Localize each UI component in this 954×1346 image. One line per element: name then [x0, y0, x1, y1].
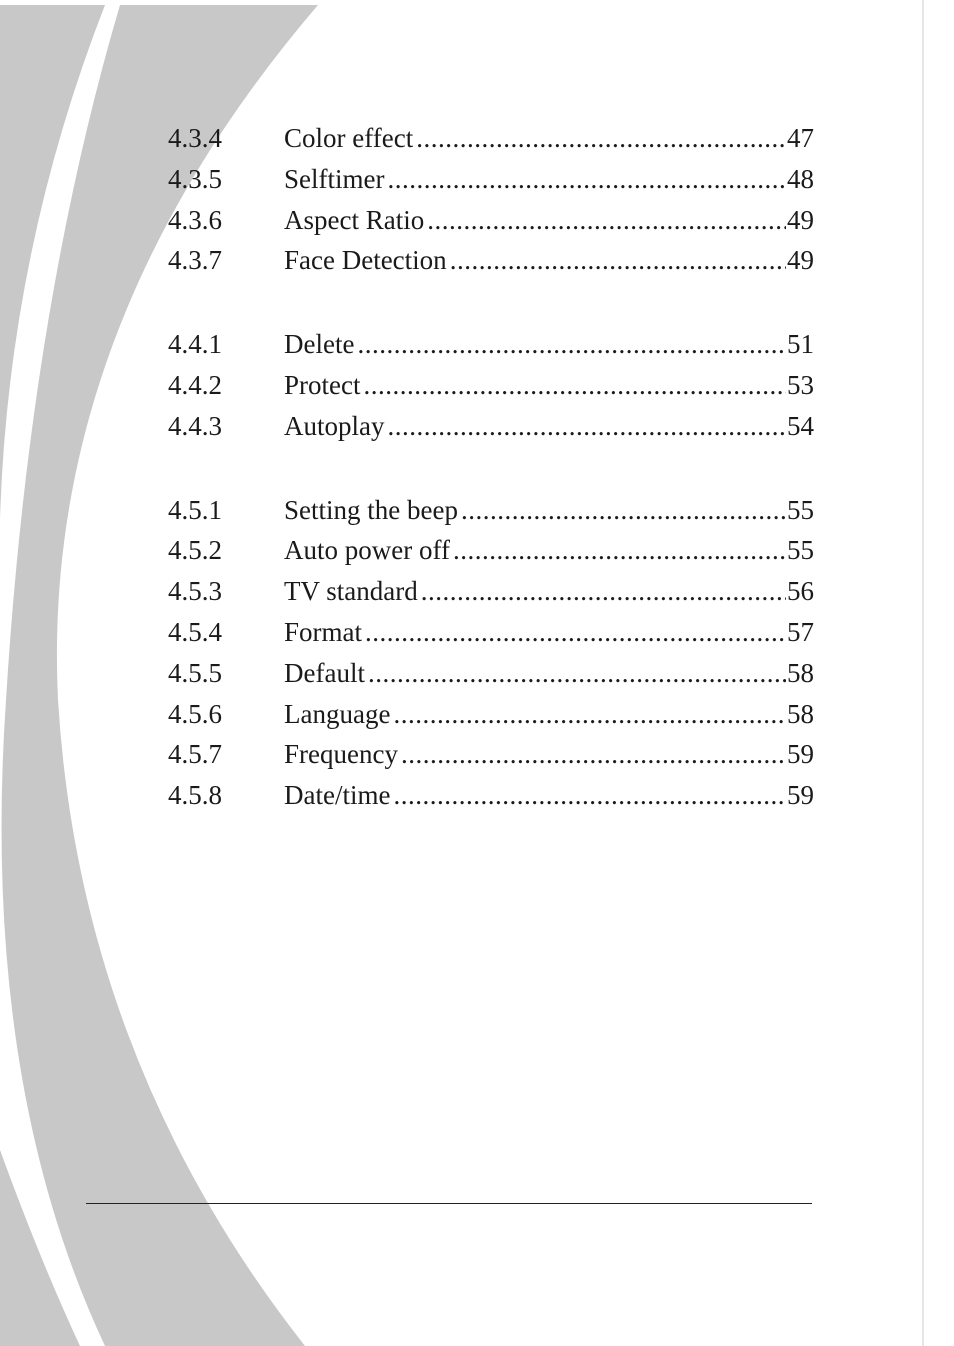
toc-section-title: Aspect Ratio: [284, 204, 425, 235]
page-right-edge: [922, 0, 924, 1346]
toc-dot-leader: [450, 240, 786, 281]
toc-section-title: Selftimer: [284, 163, 385, 194]
toc-section-number: 4.3.7: [168, 245, 222, 276]
toc-section-title: Format: [284, 616, 362, 647]
toc-dot-leader: [401, 734, 786, 775]
toc-page-number: 57: [787, 616, 814, 647]
toc-section-title: Color effect: [284, 123, 414, 153]
toc-section-title: Autoplay: [284, 410, 385, 441]
toc-section-number: 4.5.2: [168, 535, 222, 566]
toc-section-title: Date/time: [284, 780, 391, 811]
footer-rule: [86, 1203, 812, 1204]
toc-dot-leader: [393, 775, 786, 816]
toc-entry[interactable]: [168, 324, 814, 365]
toc-section-number: 4.5.8: [168, 780, 222, 811]
toc-dot-leader: [421, 571, 786, 612]
toc-section-title: Face Detection: [284, 245, 447, 276]
toc-dot-leader: [453, 530, 786, 571]
toc-page-number: 56: [787, 576, 814, 607]
toc-section-number: 4.5.1: [168, 494, 222, 525]
toc-dot-leader: [365, 612, 786, 653]
toc-entry[interactable]: [168, 775, 814, 816]
toc-entry[interactable]: [168, 612, 814, 653]
toc-group: [168, 490, 814, 816]
toc-page-number: 58: [787, 657, 814, 688]
toc-section-number: 4.5.5: [168, 657, 222, 688]
toc-section-title: Auto power off: [284, 535, 450, 566]
toc-page-number: 51: [787, 329, 814, 360]
toc-page-number: 59: [787, 780, 814, 811]
toc-page-number: 47: [787, 123, 814, 153]
toc-page-number: 49: [787, 204, 814, 235]
toc-dot-leader: [393, 694, 786, 735]
toc-page-number: 58: [787, 698, 814, 729]
toc-dot-leader: [461, 490, 786, 531]
toc-section-title: Protect: [284, 369, 361, 400]
toc-page-number: 54: [787, 410, 814, 441]
toc-dot-leader: [363, 365, 786, 406]
toc-entry[interactable]: [168, 530, 814, 571]
toc-entry[interactable]: [168, 490, 814, 531]
toc-entry[interactable]: [168, 240, 814, 281]
table-of-contents: [168, 118, 814, 816]
toc-entry[interactable]: [168, 734, 814, 775]
toc-entry[interactable]: [168, 200, 814, 241]
toc-section-title: Delete: [284, 329, 355, 360]
toc-dot-leader: [427, 200, 786, 241]
toc-section-number: 4.5.3: [168, 576, 222, 607]
toc-entry[interactable]: [168, 694, 814, 735]
toc-entry[interactable]: [168, 571, 814, 612]
toc-section-number: 4.4.3: [168, 410, 222, 441]
toc-dot-leader: [388, 406, 787, 447]
toc-section-number: 4.5.6: [168, 698, 222, 729]
toc-entry[interactable]: [168, 406, 814, 447]
toc-section-number: 4.3.5: [168, 163, 222, 194]
toc-dot-leader: [387, 159, 786, 200]
toc-page-number: 48: [787, 163, 814, 194]
toc-page-number: 55: [787, 494, 814, 525]
toc-page-number: 59: [787, 739, 814, 770]
toc-section-number: 4.4.1: [168, 329, 222, 360]
toc-dot-leader: [416, 118, 786, 159]
toc-section-number: 4.5.7: [168, 739, 222, 770]
toc-section-title: TV standard: [284, 576, 418, 607]
toc-section-number: 4.5.4: [168, 616, 222, 647]
toc-group: [168, 324, 814, 446]
toc-section-number: 4.3.4: [168, 123, 222, 153]
toc-dot-leader: [368, 653, 786, 694]
toc-section-title: Language: [284, 698, 391, 729]
toc-page-number: 53: [787, 369, 814, 400]
toc-section-title: Setting the beep: [284, 494, 458, 525]
toc-entry[interactable]: [168, 118, 814, 159]
toc-entry[interactable]: [168, 653, 814, 694]
toc-entry[interactable]: [168, 159, 814, 200]
toc-page-number: 49: [787, 245, 814, 276]
toc-dot-leader: [357, 324, 786, 365]
toc-entry[interactable]: [168, 365, 814, 406]
toc-section-title: Frequency: [284, 739, 398, 770]
toc-section-number: 4.4.2: [168, 369, 222, 400]
toc-section-title: Default: [284, 657, 365, 688]
toc-section-number: 4.3.6: [168, 204, 222, 235]
toc-page-number: 55: [787, 535, 814, 566]
toc-group: [168, 118, 814, 281]
